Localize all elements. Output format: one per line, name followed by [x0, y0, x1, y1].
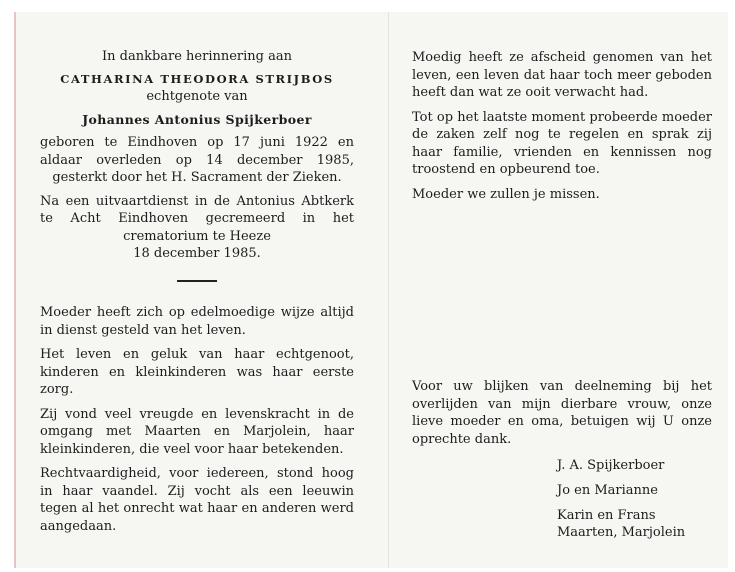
right-paragraph-2: Tot op het laatste moment probeerde moeder de zaken zelf nog te regelen en sprak zij haar familie, vrienden en kennissen nog troostend en opbeurend toe.: [412, 109, 712, 177]
left-paragraph-3: Zij vond veel vreugde en levenskracht in de omgang met Maarten en Marjolein, haar kleinkinderen, die veel voor haar betekenden.: [40, 406, 354, 457]
right-page: [412, 49, 712, 541]
right-paragraph-3: Moeder we zullen je missen.: [412, 186, 600, 202]
deceased-name: CATHARINA THEODORA STRIJBOS: [60, 72, 334, 86]
thanks-text: Voor uw blijken van deelneming bij het overlijden van mijn dierbare vrouw, onze lieve moeder en oma, betuigen wij U onze oprechte dank.: [412, 379, 712, 447]
signature-2: Jo en Marianne: [557, 483, 658, 498]
left-paragraph-2: Het leven en geluk van haar echtgenoot, kinderen en kleinkinderen was haar eerste zorg.: [40, 347, 354, 397]
left-paragraph-4: Rechtvaardigheid, voor iedereen, stond hoog in haar vaandel. Zij vocht als een leeuwin tegen al het onrecht wat haar en anderen werd aangedaan.: [40, 466, 354, 534]
service-date: 18 december 1985.: [133, 246, 261, 261]
signature-4: Maarten, Marjolein: [557, 525, 686, 540]
left-page: [40, 48, 354, 535]
right-paragraph-1: Moedig heeft ze afscheid genomen van het leven, een leven dat haar toch meer geboden heeft dan wat ze ooit verwacht had.: [412, 50, 712, 100]
section-divider: [177, 280, 217, 282]
birth-death-text: geboren te Eindhoven op 17 juni 1922 en aldaar overleden op 14 december 1985, gesterkt door het H. Sacrament der Zieken.: [40, 135, 354, 185]
intro-line: In dankbare herinnering aan: [101, 49, 293, 64]
service-text: Na een uitvaartdienst in de Antonius Abtkerk te Acht Eindhoven gecremeerd in het crematorium te Heeze: [40, 193, 354, 244]
signature-1: J. A. Spijkerboer: [557, 458, 665, 473]
spouse-name: Johannes Antonius Spijkerboer: [82, 112, 312, 127]
left-paragraph-1: Moeder heeft zich op edelmoedige wijze altijd in dienst gesteld van het leven.: [40, 305, 354, 338]
relation-line: echtgenote van: [146, 89, 248, 104]
signature-3: Karin en Frans: [557, 508, 656, 523]
card-fold-line: [388, 12, 389, 568]
memorial-card: [14, 12, 728, 568]
